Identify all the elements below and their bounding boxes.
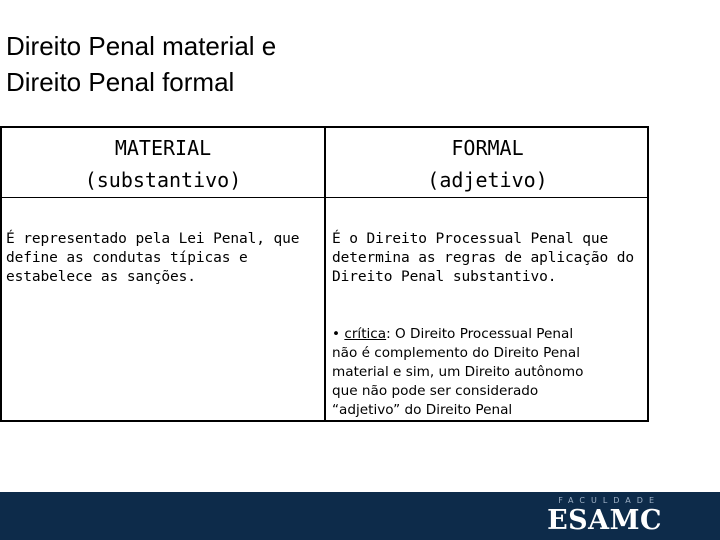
- header-formal-subtitle: (adjetivo): [427, 168, 548, 192]
- header-formal-title: FORMAL: [451, 136, 524, 160]
- faculdade-logo-text: FACULDADE: [558, 496, 660, 505]
- comparison-table: [0, 126, 649, 422]
- critique-line-1-text: : O Direito Processual Penal: [386, 326, 574, 342]
- critique-note-line-2: não é complemento do Direito Penal: [332, 345, 580, 361]
- critique-note: [332, 325, 642, 420]
- slide-title-line-2: Direito Penal formal: [6, 67, 235, 97]
- critique-label: crítica: [344, 326, 387, 342]
- material-description: É representado pela Lei Penal, que define as condutas típicas e estabelece as sanções.: [6, 231, 300, 285]
- critique-note-line-4: que não pode ser considerado: [332, 383, 539, 399]
- critique-note-line-1: [332, 325, 642, 344]
- header-material: [2, 132, 324, 196]
- critique-note-line-3: material e sim, um Direito autônomo: [332, 364, 584, 380]
- slide-title: [6, 28, 506, 100]
- footer-bar: [0, 492, 720, 540]
- esamc-logo: ESAMC: [547, 505, 662, 536]
- formal-description: É o Direito Processual Penal que determina as regras de aplicação do Direito Penal substantivo.: [332, 231, 635, 285]
- table-header-divider: [2, 197, 647, 198]
- header-formal: [326, 132, 649, 196]
- header-material-title: MATERIAL: [114, 136, 212, 160]
- header-material-subtitle: (substantivo): [84, 168, 242, 192]
- bullet: •: [332, 326, 341, 342]
- slide-title-line-1: Direito Penal material e: [6, 31, 277, 61]
- critique-note-line-5: “adjetivo” do Direito Penal: [332, 402, 513, 418]
